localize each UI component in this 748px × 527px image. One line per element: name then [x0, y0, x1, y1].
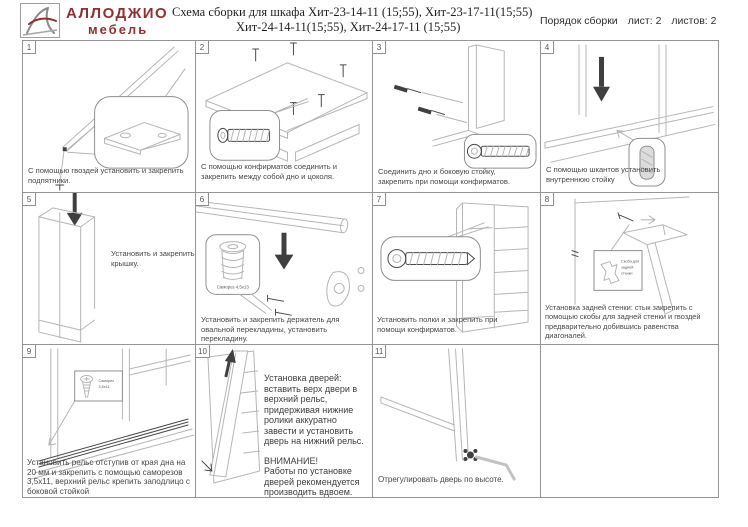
bracket-label-line2: задней: [621, 265, 634, 270]
step-number: 7: [373, 193, 386, 206]
step-8-cell: [541, 193, 718, 345]
step-10-text-block: [264, 373, 369, 497]
step-2-cell: [196, 41, 373, 193]
step-number: 9: [23, 345, 36, 358]
step-number: 6: [196, 193, 209, 206]
step-6-caption: Установить и закрепить держатель для овальной перекладины, установить перекладину.: [201, 315, 340, 344]
step-7-cell: [373, 193, 541, 345]
brand-logo-icon: [21, 4, 59, 37]
page-title: [172, 5, 532, 36]
screw-size-label-line1: Саморез: [98, 378, 114, 384]
sheet-info: [540, 15, 726, 27]
sheet-number: лист: 2: [627, 15, 662, 27]
step-1-caption: С помощью гвоздей установить и закрепить подпятники.: [28, 166, 184, 185]
step-11-caption: Отрегулировать дверь по высоте.: [378, 475, 504, 484]
step-5-illustration: [23, 193, 195, 344]
step-9-caption: Установить рельс отступив от края дна на 20 мм и закрепить с помощью саморезов 3,5х11, верхний рельс крепить заподлицо с боковой стойкой: [27, 458, 190, 496]
brand-line1: АЛЛОДЖИО: [66, 5, 169, 22]
step-8-caption: Установка задней стенки: стык закрепить с помощью скобы для задней стенки и гвоздей предварительно добившись равенства диагоналей.: [545, 303, 701, 340]
screw-size-label: Саморез 4,5х13: [216, 284, 249, 290]
step-11-cell: [373, 345, 541, 497]
title-line2: Хит-24-14-11(15;55), Хит-24-17-11 (15;55): [236, 20, 461, 35]
step-9-cell: [23, 345, 196, 497]
bracket-label-line1: Скоба для: [621, 259, 640, 264]
step-4-caption: С помощью шкантов установить внутреннюю стойку: [546, 165, 661, 184]
step-5-caption: Установить и закрепить крышку.: [111, 249, 195, 268]
step-number: 5: [23, 193, 36, 206]
adjustment-roller-icon: [463, 449, 477, 461]
step-3-cell: [373, 41, 541, 193]
step-number: 11: [373, 345, 386, 358]
warning-title: ВНИМАНИЕ!: [264, 455, 318, 466]
step-number: 2: [196, 41, 209, 54]
doors-instruction: Установка дверей: вставить верх двери в верхний рельс, придерживая нижние ролики аккуратно завести и установить дверь на нижний рельс.: [264, 373, 364, 447]
order-label: Порядок сборки: [540, 15, 618, 27]
step-3-caption: Соединить дно и боковую стойку, закрепить при помощи конфирматов.: [378, 167, 511, 186]
steps-grid: [22, 40, 719, 498]
brand-name: [66, 6, 168, 36]
step-6-cell: [196, 193, 373, 345]
step-number: 3: [373, 41, 386, 54]
warning-text: Работы по установке дверей рекомендуется производить вдвоем.: [264, 466, 360, 497]
step-7-caption: Установить полки и закрепить при помощи конфирматов.: [377, 315, 498, 334]
brand-line2: мебель: [88, 22, 149, 37]
screw-size-label-line2: 3,5х11: [98, 384, 110, 390]
bracket-label-line3: стенки: [621, 271, 633, 276]
empty-cell: [541, 345, 718, 497]
step-number: 10: [196, 345, 210, 358]
step-number: 8: [541, 193, 554, 206]
step-2-caption: С помощью конфирматов соединить и закрепить между собой дно и цоколя.: [201, 162, 338, 181]
step-number: 1: [23, 41, 36, 54]
brand-logo: [20, 3, 60, 38]
step-5-cell: [23, 193, 196, 345]
step-4-cell: [541, 41, 718, 193]
sheets-total: листов: 2: [671, 15, 717, 27]
step-1-cell: [23, 41, 196, 193]
title-line1: Схема сборки для шкафа Хит-23-14-11 (15;55), Хит-23-17-11(15;55): [172, 5, 533, 19]
step-10-cell: [196, 345, 373, 497]
step-number: 4: [541, 41, 554, 54]
